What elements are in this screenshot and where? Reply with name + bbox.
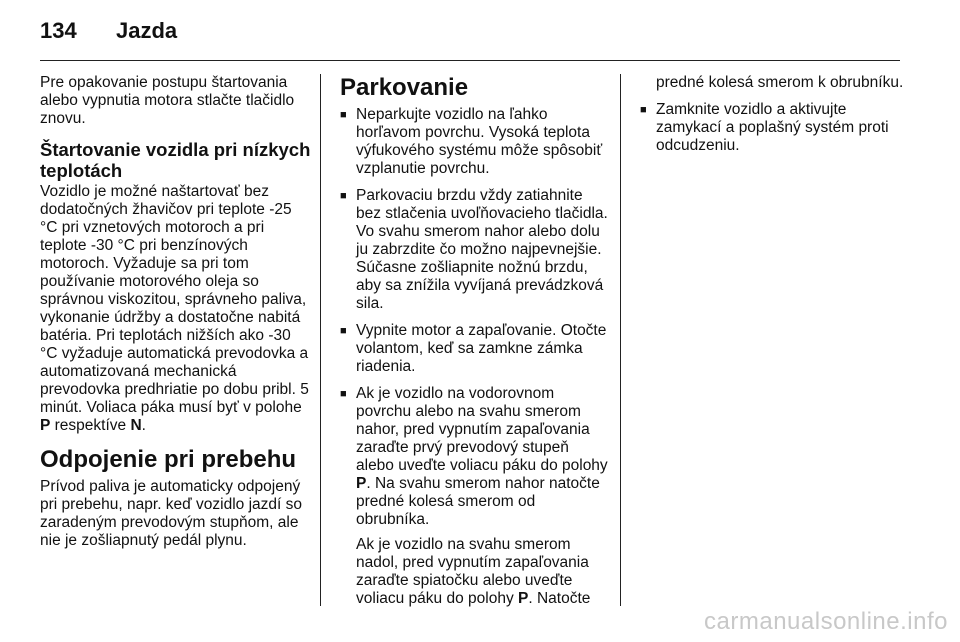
cold-start-heading: Štartovanie vozidla pri nízkych teplotách xyxy=(40,139,311,181)
column-divider-1 xyxy=(320,74,321,606)
gear-n: N xyxy=(130,417,142,434)
list-item: ■ Neparkujte vozidlo na ľahko horľavom povrchu. Vysoká teplota výfukového systému môže spôsobiť vzplanutie povrchu. xyxy=(340,106,603,177)
list-item: ■ Parkovaciu brzdu vždy zatiahnite bez stlačenia uvoľňovacieho tlačidla. Vo svahu smerom nahor alebo dolu ju zabrzdite čo možno najpevnejšie. Súčasne zošliapnite nožnú brzdu, aby sa znížila vyvíjaná prevádzková sila. xyxy=(340,187,608,312)
bullet-icon: ■ xyxy=(340,190,347,202)
fuel-cutoff-paragraph: Prívod paliva je automaticky odpojený pri prebehu, napr. keď vozidlo jazdí so zaradeným prevodovým stupňom, ale nie je zošliapnutý pedál plynu. xyxy=(40,478,302,549)
cold-start-paragraph: Vozidlo je možné naštartovať bez dodatočných žhavičov pri teplote -25 °C pri vznetových motoroch a pri teplote -30 °C pri benzínových motoroch. Vyžaduje sa pri tom používanie motorového oleja so správnou viskozitou, správneho paliva, vykonanie údržby a dostatočne nabitá batéria. Pri teplotách nižších ako -30 °C vyžaduje automatická prevodovka a automatizovaná mechanická prevodovka predhriatie po dobu pribl. 5 minút. Voliaca páka musí byť v polohe P respektíve N. xyxy=(40,183,309,434)
column-divider-2 xyxy=(620,74,621,606)
header-rule xyxy=(40,60,900,61)
list-item: ■ Zamknite vozidlo a aktivujte zamykací a poplašný systém proti odcudzeniu. xyxy=(640,101,889,154)
chapter-title: Jazda xyxy=(116,18,178,43)
bullet-icon: ■ xyxy=(340,388,347,400)
page-number: 134 xyxy=(40,18,77,43)
column-3 xyxy=(640,74,910,164)
column-2 xyxy=(340,74,610,617)
intro-paragraph: Pre opakovanie postupu štartovania alebo vypnutia motora stlačte tlačidlo znovu. xyxy=(40,74,295,127)
bullet-icon: ■ xyxy=(340,109,347,121)
page-header xyxy=(40,18,177,44)
continued-text: predné kolesá smerom k obrubníku. xyxy=(656,74,904,91)
bullet-icon: ■ xyxy=(640,104,647,116)
watermark: carmanualsonline.info xyxy=(704,608,948,635)
list-item: ■ Ak je vozidlo na vodorovnom povrchu alebo na svahu smerom nahor, pred vypnutím zapaľovania zaraďte prvý prevodový stupeň alebo uveďte voliacu páku do polohy P. Na svahu smerom nahor natočte predné kolesá smerom od obrubníka. Ak je vozidlo na svahu smerom nadol, pred vypnutím zapaľovania zaraďte spiatočku alebo uveďte voliacu páku do polohy P. Natočte xyxy=(340,385,608,607)
fuel-cutoff-heading: Odpojenie pri prebehu xyxy=(40,446,297,473)
column-1 xyxy=(40,74,312,561)
gear-p: P xyxy=(40,417,51,434)
parking-list xyxy=(340,106,610,608)
bullet-icon: ■ xyxy=(340,325,347,337)
parking-list-continued xyxy=(640,101,910,155)
list-item: ■ Vypnite motor a zapaľovanie. Otočte volantom, keď sa zamkne zámka riadenia. xyxy=(340,322,607,375)
parking-heading: Parkovanie xyxy=(340,74,469,101)
